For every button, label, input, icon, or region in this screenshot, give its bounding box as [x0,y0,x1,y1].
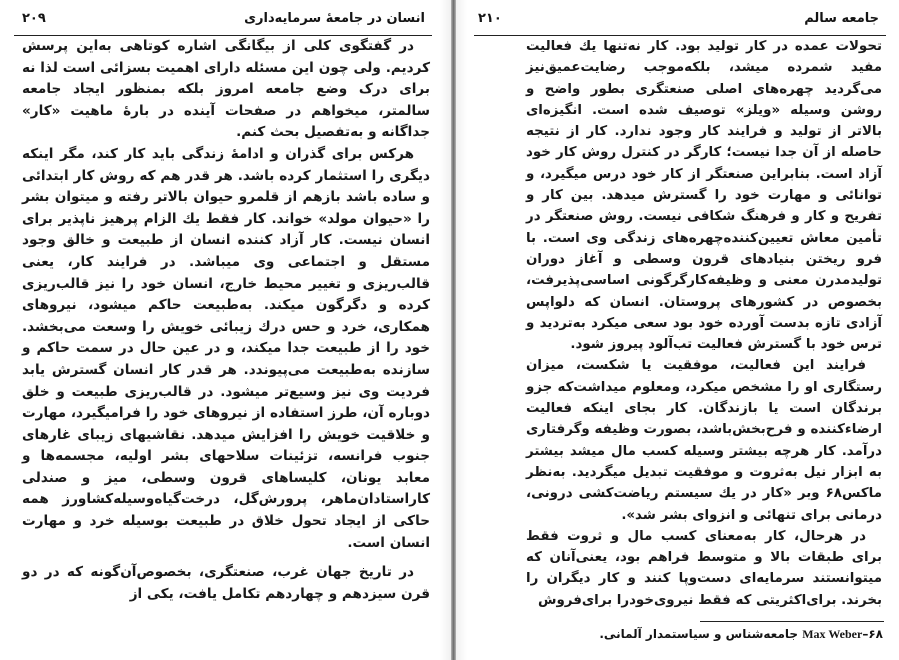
right-paragraph-1: تحولات عمده در کار تولید بود. کار نه‌تنها یك فعالیت مفید شمرده میشد، بلکه‌موجب رضایت‌عمیق‌نیز می‌گردید چهره‌های اصلی صنعتگری بطور واضح و روشن وسیله «ویلز» توصیف شده است. انگیزه‌ای بالاتر از تولید و فرایند کار وجود ندارد. کار از نتیجه حاصله از آن جدا نیست؛ کارگر در کنترل روش کار خود آزاد است. بنابراین صنعتگر از کار خود درس میگیرد، و توانائی و مهارت خود را گسترش میدهد. بین کار و تفریح و کار و فرهنگ شکافی نیست. روش صنعتگر در تأمین معاش تعیین‌کننده‌چهره‌های زندگی وی است. با فرو ریختن بنیادهای قرون وسطی و آغاز دوران تولیدمدرن معنی و وظیفه‌کارگرگونی اساسی‌پذیرفت، بخصوص در کشورهای پروستان. انسان که دلواپس آزادی تازه بدست آورده خود بود سعی میکرد به‌تردید و ترس خود با گسترش فعالیت تب‌آلود پیروز شود. [526,39,882,353]
right-paragraph-3: در هرحال، کار به‌معنای کسب مال و ثروت فقط برای طبقات بالا و متوسط فراهم بود، یعنی‌آنان که میتوانستند سرمایه‌ای دست‌وپا کنند و کار دیگران را بخرند. برای‌اکثریتی که فقط نیروی‌خودرا برای‌فروش [526,528,882,608]
footnote-latin-name: Max Weber [802,627,863,641]
left-paragraph-2: هرکس برای گذران و ادامهٔ زندگی باید کار کند، مگر اینکه دیگری را استثمار کرده باشد. هر قدر هم که روش کار ابتدائی و ساده باشد بازهم از قلمرو حیوان بالاتر رفته و میتوان بشر را «حیوان مولد» خواند. کار فقط یك الزام پرهیز ناپذیر برای انسان نیست. کار آزاد کننده انسان از طبیعت و خالق وجود مستقل و اجتماعی وی میباشد. در فرایند کار، یعنی قالب‌ریزی و تغییر محیط خارج، انسان خود را نیز قالب‌ریزی کرده و دگرگون میکند. به‌طبیعت حاکم میشود، نیروهای همکاری، خرد و حس درك زیبائی خویش را وسعت می‌بخشد. خود را از طبیعت جدا میکند، و در عین حال در سمت حاکم و سازنده به‌طبیعت می‌پیوندد. هر قدر کار انسان گسترش یابد فردیت وی نیز وسیع‌تر میشود. در قالب‌ریزی طبیعت و خلق دوباره آن، طرز استفاده از نیروهای خود را فرامیگیرد، مهارت و خلاقیت خویش را افزایش میدهد. نقاشیهای زیبای غارهای جنوب فرانسه، تزئینات سلاحهای بشر اولیه، مجسمه‌ها و معابد یونان، کلیساهای قرون وسطی، میز و صندلی کاراستادان‌ماهر، پرورش‌گل، درخت‌گیاه‌وسیله‌کشاورز همه حاکی از ایجاد تحول خلاق در طبیعت بوسیله خرد و مهارت انسان است. [22,145,430,551]
footnote-number: ۶۸ [868,627,883,641]
right-page-header [456,10,899,28]
right-paragraph-2: فرایند این فعالیت، موفقیت یا شکست، میزان رستگاری او را مشخص میکرد، ومعلوم میداشت‌که جزو برندگان است یا بازندگان. کار بجای اینکه فعالیت ارضاءکننده و فرح‌بخش‌باشد، بصورت وظیفه وگرفتاری درآمد. کار هرچه بیشتر وسیله کسب مال میشد بیشتر به ابزار نیل به‌ثروت و موفقیت تبدیل میگردید. به‌نظر ماکس۶۸ وبر «کار در یك سیستم ریاضت‌کشی درونی، درمانی برای تنهائی و انزوای بشر شد». [526,358,882,523]
right-page-body [526,36,882,611]
footnote-rule [700,621,884,622]
left-page-body [22,36,430,605]
left-paragraph-3: در تاریخ جهان غرب، صنعتگری، بخصوص‌آن‌گونه که در دو قرن سیزدهم و چهاردهم تکامل یافت، یکی از [22,564,430,602]
left-page-number: ۲۰۹ [22,11,46,26]
right-page [456,0,899,660]
footnote: ۶۸–Max Weber جامعه‌شناس و سیاستمدار آلمانی. [599,627,883,641]
left-running-title: انسان در جامعهٔ سرمایه‌داری [244,11,425,26]
right-running-title: جامعه سالم [804,11,879,26]
right-page-number: ۲۱۰ [478,11,502,26]
left-paragraph-1: در گفتگوی کلی از بیگانگی اشاره کوتاهی به‌این پرسش کردیم. ولی چون این مسئله دارای اهمیت بسزائی است لذا نه برای درک وضع جامعه امروز بلکه بمنظور ایجاد جامعه سالمتر، میخواهم در صفحات آینده در بارهٔ ماهیت «کار» جداگانه و به‌تفصیل بحث کنم. [22,38,430,141]
footnote-text: جامعه‌شناس و سیاستمدار آلمانی. [599,627,799,641]
left-page-header [0,10,452,28]
